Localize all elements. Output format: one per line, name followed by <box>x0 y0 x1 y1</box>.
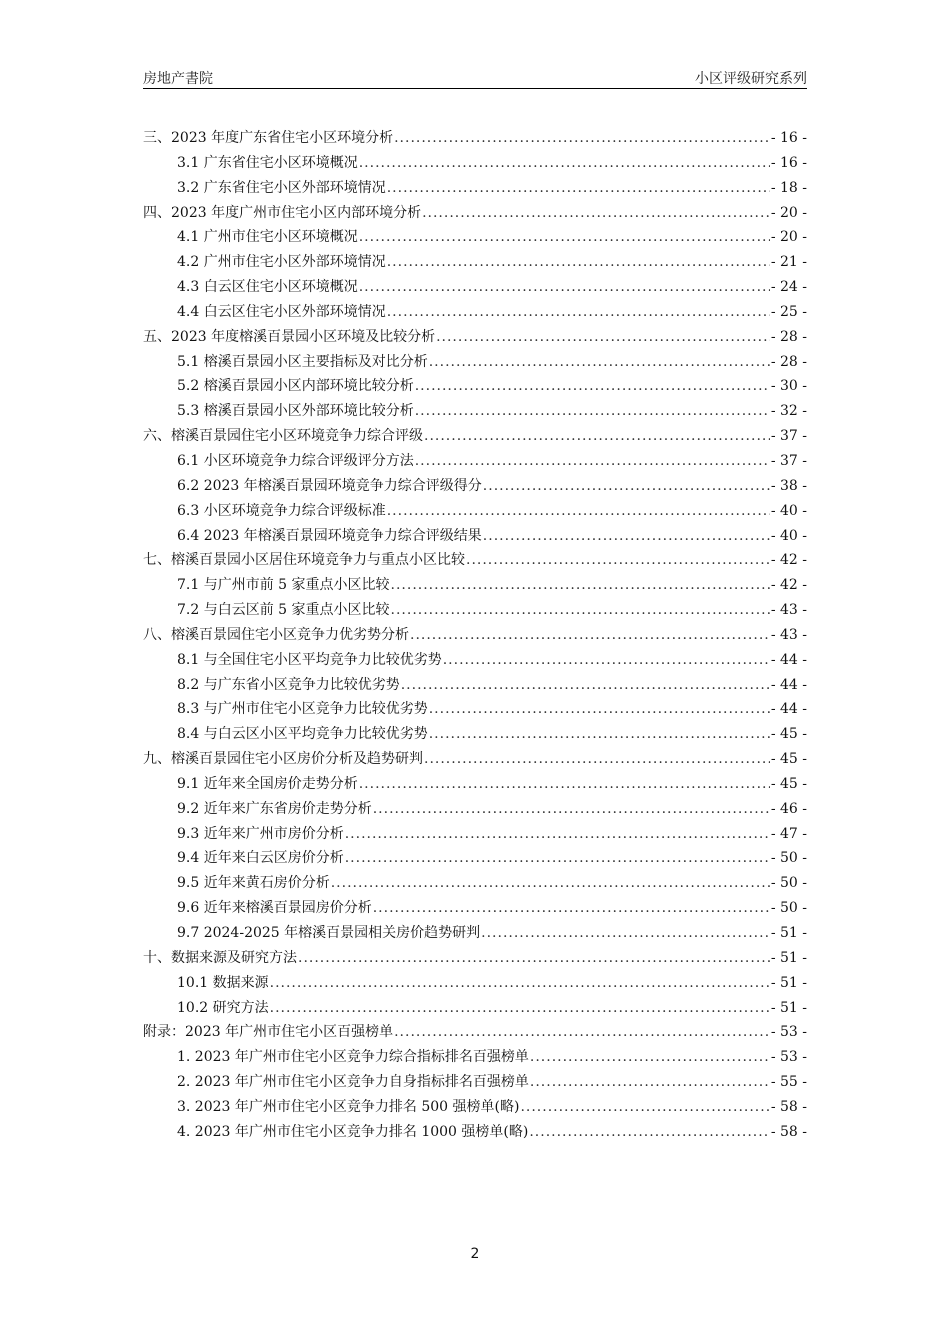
toc-dot-leader <box>359 772 770 797</box>
toc-entry-page: - 25 - <box>770 303 807 320</box>
toc-entry-title: 八、榕溪百景园住宅小区竞争力优劣势分析 <box>143 626 409 643</box>
toc-section-entry[interactable] <box>143 499 807 524</box>
toc-entry-page: - 42 - <box>770 577 807 594</box>
toc-section-entry[interactable] <box>143 722 807 747</box>
toc-dot-leader <box>359 275 770 300</box>
toc-dot-leader <box>466 548 770 573</box>
toc-section-entry[interactable] <box>143 151 807 176</box>
toc-dot-leader <box>345 846 770 871</box>
toc-entry-page: - 21 - <box>770 254 807 271</box>
toc-dot-leader <box>429 350 770 375</box>
toc-section-entry[interactable] <box>143 524 807 549</box>
toc-dot-leader <box>394 1020 770 1045</box>
toc-section-entry[interactable] <box>143 300 807 325</box>
page-header <box>143 68 807 88</box>
toc-entry-page: - 58 - <box>770 1123 807 1140</box>
toc-entry-page: - 55 - <box>770 1074 807 1091</box>
toc-entry-page: - 43 - <box>770 602 807 619</box>
toc-entry-page: - 45 - <box>770 751 807 768</box>
toc-section-entry[interactable] <box>143 176 807 201</box>
toc-section-entry[interactable] <box>143 350 807 375</box>
toc-entry-title: 五、2023 年度榕溪百景园小区环境及比较分析 <box>143 328 436 345</box>
page-number: 2 <box>470 1246 480 1262</box>
toc-section-entry[interactable] <box>143 871 807 896</box>
toc-entry-page: - 53 - <box>770 1024 807 1041</box>
toc-entry-title: 6.1 小区环境竞争力综合评级评分方法 <box>177 452 414 469</box>
toc-dot-leader <box>387 176 770 201</box>
toc-chapter-entry[interactable] <box>143 946 807 971</box>
toc-entry-title: 5.2 榕溪百景园小区内部环境比较分析 <box>177 378 414 395</box>
toc-dot-leader <box>429 722 770 747</box>
toc-entry-title: 9.3 近年来广州市房价分析 <box>177 825 344 842</box>
toc-entry-page: - 50 - <box>770 875 807 892</box>
toc-entry-page: - 51 - <box>770 974 807 991</box>
toc-dot-leader <box>429 697 770 722</box>
toc-dot-leader <box>520 1095 769 1120</box>
toc-entry-title: 10.1 数据来源 <box>177 974 269 991</box>
toc-dot-leader <box>391 573 770 598</box>
toc-dot-leader <box>373 797 770 822</box>
toc-entry-title: 九、榕溪百景园住宅小区房价分析及趋势研判 <box>143 751 423 768</box>
header-rule <box>143 88 807 89</box>
toc-section-entry[interactable] <box>143 1095 807 1120</box>
toc-dot-leader <box>270 971 770 996</box>
toc-entry-page: - 32 - <box>770 403 807 420</box>
toc-section-entry[interactable] <box>143 449 807 474</box>
toc-entry-page: - 30 - <box>770 378 807 395</box>
toc-entry-title: 6.4 2023 年榕溪百景园环境竞争力综合评级结果 <box>177 527 482 544</box>
toc-chapter-entry[interactable] <box>143 424 807 449</box>
toc-section-entry[interactable] <box>143 1120 807 1145</box>
toc-entry-page: - 53 - <box>770 1049 807 1066</box>
toc-dot-leader <box>373 896 770 921</box>
toc-entry-page: - 50 - <box>770 850 807 867</box>
toc-dot-leader <box>387 499 770 524</box>
toc-entry-title: 8.1 与全国住宅小区平均竞争力比较优劣势 <box>177 651 442 668</box>
toc-dot-leader <box>483 474 770 499</box>
toc-entry-page: - 44 - <box>770 701 807 718</box>
toc-section-entry[interactable] <box>143 1070 807 1095</box>
toc-chapter-entry[interactable] <box>143 325 807 350</box>
toc-section-entry[interactable] <box>143 797 807 822</box>
toc-entry-title: 6.2 2023 年榕溪百景园环境竞争力综合评级得分 <box>177 477 482 494</box>
toc-entry-page: - 47 - <box>770 825 807 842</box>
toc-entry-title: 9.5 近年来黄石房价分析 <box>177 875 330 892</box>
toc-section-entry[interactable] <box>143 648 807 673</box>
header-right-title: 小区评级研究系列 <box>695 71 807 87</box>
toc-entry-title: 7.2 与白云区前 5 家重点小区比较 <box>177 602 390 619</box>
toc-dot-leader <box>422 201 770 226</box>
toc-entry-title: 5.3 榕溪百景园小区外部环境比较分析 <box>177 403 414 420</box>
toc-section-entry[interactable] <box>143 822 807 847</box>
toc-entry-title: 2. 2023 年广州市住宅小区竞争力自身指标排名百强榜单 <box>177 1074 529 1091</box>
toc-entry-title: 三、2023 年度广东省住宅小区环境分析 <box>143 130 394 146</box>
toc-dot-leader <box>529 1120 769 1145</box>
toc-entry-title: 3. 2023 年广州市住宅小区竞争力排名 500 强榜单(略) <box>177 1098 520 1115</box>
toc-entry-page: - 42 - <box>770 552 807 569</box>
toc-dot-leader <box>530 1045 770 1070</box>
toc-dot-leader <box>359 225 770 250</box>
toc-dot-leader <box>415 374 770 399</box>
toc-entry-page: - 20 - <box>770 229 807 246</box>
toc-section-entry[interactable] <box>143 573 807 598</box>
toc-chapter-entry[interactable] <box>143 1020 807 1045</box>
toc-entry-title: 10.2 研究方法 <box>177 999 269 1016</box>
toc-dot-leader <box>443 648 770 673</box>
toc-section-entry[interactable] <box>143 275 807 300</box>
toc-entry-page: - 40 - <box>770 527 807 544</box>
toc-dot-leader <box>424 747 770 772</box>
toc-entry-page: - 37 - <box>770 428 807 445</box>
toc-entry-page: - 16 - <box>770 154 807 171</box>
toc-dot-leader <box>387 250 770 275</box>
toc-entry-title: 8.2 与广东省小区竞争力比较优劣势 <box>177 676 400 693</box>
toc-dot-leader <box>481 921 770 946</box>
toc-entry-page: - 51 - <box>770 999 807 1016</box>
toc-dot-leader <box>401 673 770 698</box>
toc-dot-leader <box>410 623 770 648</box>
toc-dot-leader <box>483 524 770 549</box>
toc-entry-title: 4.2 广州市住宅小区外部环境情况 <box>177 254 386 271</box>
toc-entry-title: 3.2 广东省住宅小区外部环境情况 <box>177 179 386 196</box>
toc-entry-title: 4. 2023 年广州市住宅小区竞争力排名 1000 强榜单(略) <box>177 1123 529 1140</box>
toc-entry-title: 附录：2023 年广州市住宅小区百强榜单 <box>143 1024 394 1041</box>
toc-entry-page: - 46 - <box>770 800 807 817</box>
toc-chapter-entry[interactable] <box>143 201 807 226</box>
toc-section-entry[interactable] <box>143 846 807 871</box>
toc-section-entry[interactable] <box>143 374 807 399</box>
toc-section-entry[interactable] <box>143 598 807 623</box>
toc-entry-page: - 58 - <box>770 1098 807 1115</box>
toc-chapter-entry[interactable] <box>143 623 807 648</box>
toc-entry-page: - 45 - <box>770 726 807 743</box>
toc-section-entry[interactable] <box>143 474 807 499</box>
toc-dot-leader <box>424 424 770 449</box>
toc-entry-title: 9.7 2024-2025 年榕溪百景园相关房价趋势研判 <box>177 925 481 941</box>
toc-dot-leader <box>359 151 770 176</box>
toc-entry-page: - 44 - <box>770 676 807 693</box>
toc-section-entry[interactable] <box>143 1045 807 1070</box>
toc-entry-title: 8.3 与广州市住宅小区竞争力比较优劣势 <box>177 701 428 718</box>
toc-section-entry[interactable] <box>143 250 807 275</box>
toc-entry-title: 3.1 广东省住宅小区环境概况 <box>177 154 358 171</box>
toc-dot-leader <box>298 946 770 971</box>
toc-dot-leader <box>415 449 770 474</box>
toc-entry-title: 5.1 榕溪百景园小区主要指标及对比分析 <box>177 353 428 370</box>
toc-entry-page: - 51 - <box>770 925 807 941</box>
toc-section-entry[interactable] <box>143 673 807 698</box>
toc-section-entry[interactable] <box>143 896 807 921</box>
toc-entry-page: - 45 - <box>770 775 807 792</box>
toc-dot-leader <box>415 399 770 424</box>
toc-entry-title: 4.1 广州市住宅小区环境概况 <box>177 229 358 246</box>
toc-entry-title: 4.3 白云区住宅小区环境概况 <box>177 279 358 296</box>
toc-entry-title: 1. 2023 年广州市住宅小区竞争力综合指标排名百强榜单 <box>177 1049 529 1066</box>
toc-entry-title: 9.2 近年来广东省房价走势分析 <box>177 800 372 817</box>
toc-entry-page: - 16 - <box>770 130 807 146</box>
toc-entry-page: - 50 - <box>770 900 807 917</box>
toc-entry-page: - 43 - <box>770 626 807 643</box>
toc-section-entry[interactable] <box>143 772 807 797</box>
toc-entry-title: 9.1 近年来全国房价走势分析 <box>177 775 358 792</box>
toc-entry-title: 8.4 与白云区小区平均竞争力比较优劣势 <box>177 726 428 743</box>
toc-dot-leader <box>530 1070 770 1095</box>
toc-chapter-entry[interactable] <box>143 126 807 151</box>
toc-section-entry[interactable] <box>143 399 807 424</box>
toc-entry-page: - 40 - <box>770 502 807 519</box>
toc-entry-title: 9.6 近年来榕溪百景园房价分析 <box>177 900 372 917</box>
toc-entry-page: - 51 - <box>770 949 807 966</box>
toc-dot-leader <box>436 325 770 350</box>
toc-entry-page: - 37 - <box>770 452 807 469</box>
toc-section-entry[interactable] <box>143 921 807 946</box>
toc-dot-leader <box>391 598 770 623</box>
toc-section-entry[interactable] <box>143 225 807 250</box>
toc-entry-title: 七、榕溪百景园小区居住环境竞争力与重点小区比较 <box>143 552 465 569</box>
toc-chapter-entry[interactable] <box>143 548 807 573</box>
toc-dot-leader <box>394 126 770 151</box>
toc-chapter-entry[interactable] <box>143 747 807 772</box>
toc-entry-page: - 28 - <box>770 353 807 370</box>
toc-entry-page: - 38 - <box>770 477 807 494</box>
toc-entry-page: - 28 - <box>770 328 807 345</box>
toc-entry-title: 四、2023 年度广州市住宅小区内部环境分析 <box>143 204 422 221</box>
toc-entry-page: - 44 - <box>770 651 807 668</box>
toc-entry-page: - 18 - <box>770 179 807 196</box>
toc-dot-leader <box>331 871 770 896</box>
toc-entry-title: 六、榕溪百景园住宅小区环境竞争力综合评级 <box>143 428 423 445</box>
toc-dot-leader <box>387 300 770 325</box>
toc-entry-title: 4.4 白云区住宅小区外部环境情况 <box>177 303 386 320</box>
toc-entry-title: 9.4 近年来白云区房价分析 <box>177 850 344 867</box>
toc-entry-title: 十、数据来源及研究方法 <box>143 949 297 966</box>
toc-entry-title: 6.3 小区环境竞争力综合评级标准 <box>177 502 386 519</box>
toc-entry-title: 7.1 与广州市前 5 家重点小区比较 <box>177 577 390 594</box>
toc-section-entry[interactable] <box>143 971 807 996</box>
toc-section-entry[interactable] <box>143 697 807 722</box>
toc-entry-page: - 20 - <box>770 204 807 221</box>
toc-dot-leader <box>345 822 770 847</box>
toc-entry-page: - 24 - <box>770 279 807 296</box>
toc-section-entry[interactable] <box>143 996 807 1021</box>
header-left-title: 房地产書院 <box>143 71 213 87</box>
toc-dot-leader <box>270 996 770 1021</box>
table-of-contents <box>143 126 807 1145</box>
